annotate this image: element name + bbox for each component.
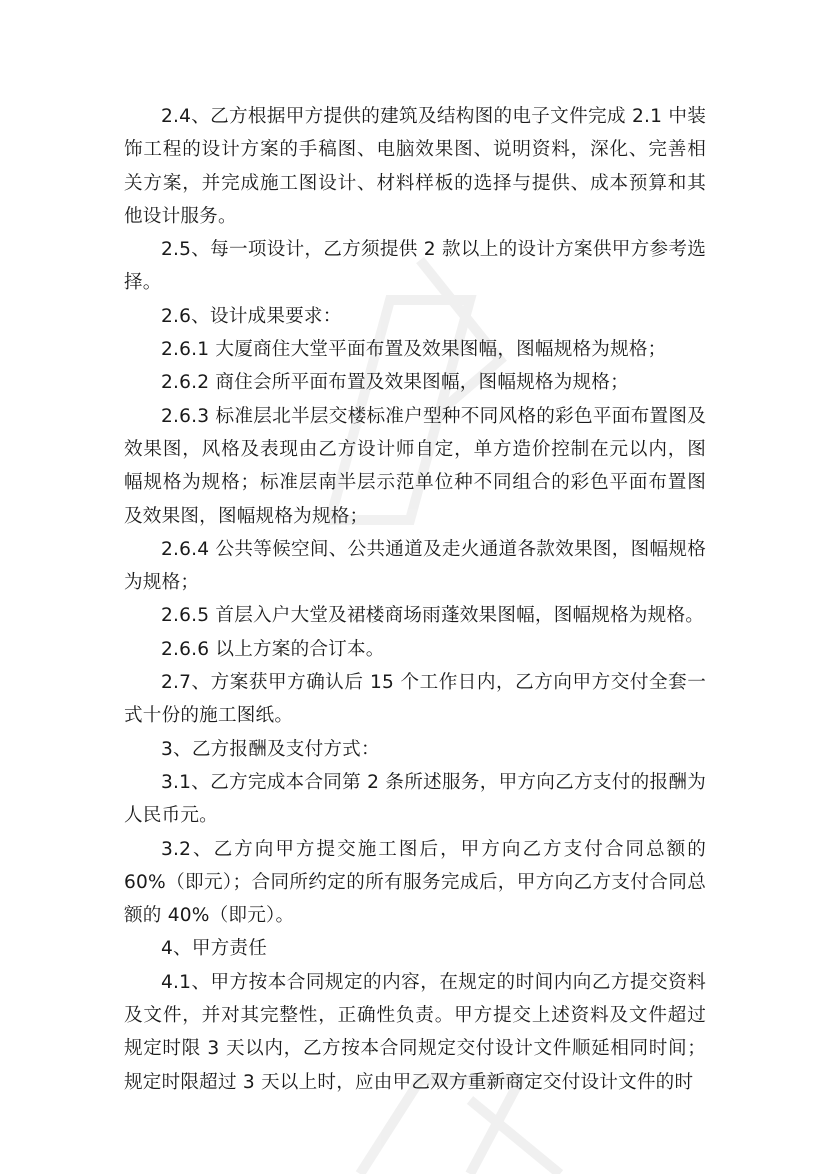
paragraph-2-6-2: 2.6.2 商住会所平面布置及效果图幅，图幅规格为规格； bbox=[161, 372, 629, 394]
paragraph-3-1: 3.1、乙方完成本合同第 2 条所述服务，甲方向乙方支付的报酬为人民币元。 bbox=[124, 771, 706, 827]
paragraph-4-1: 4.1、甲方按本合同规定的内容，在规定的时间内向乙方提交资料及文件，并对其完整性，正确性负责。甲方提交上述资料及文件超过规定时限 3 天以内，乙方按本合同规定交付设计文件顺延相同时间；规定时限超过 3 天以上时，应由甲乙双方重新商定交付设计文件的时 bbox=[124, 971, 706, 1093]
paragraph-2-5: 2.5、每一项设计，乙方须提供 2 款以上的设计方案供甲方参考选择。 bbox=[124, 239, 706, 294]
paragraph-2-6-4: 2.6.4 公共等候空间、公共通道及走火通道各款效果图，图幅规格为规格； bbox=[124, 538, 706, 594]
paragraph-4: 4、甲方责任 bbox=[161, 938, 267, 960]
paragraph-2-6-1: 2.6.1 大厦商住大堂平面布置及效果图幅，图幅规格为规格； bbox=[161, 339, 667, 361]
paragraph-2-6-3: 2.6.3 标准层北半层交楼标准户型种不同风格的彩色平面布置图及效果图，风格及表现由乙方设计师自定，单方造价控制在元以内，图幅规格为规格；标准层南半层示范单位种不同组合的彩色平面布置图及效果图，图幅规格为规格； bbox=[124, 405, 706, 527]
paragraph-2-6: 2.6、设计成果要求： bbox=[161, 305, 342, 327]
document-body bbox=[124, 100, 706, 1099]
paragraph-3-2: 3.2、乙方向甲方提交施工图后，甲方向乙方支付合同总额的 60%（即元）；合同所约定的所有服务完成后，甲方向乙方支付合同总额的 40%（即元）。 bbox=[124, 838, 706, 927]
paragraph-2-6-6: 2.6.6 以上方案的合订本。 bbox=[161, 638, 385, 660]
paragraph-2-4: 2.4、乙方根据甲方提供的建筑及结构图的电子文件完成 2.1 中装饰工程的设计方案的手稿图、电脑效果图、说明资料，深化、完善相关方案，并完成施工图设计、材料样板的选择与提供、成本预算和其他设计服务。 bbox=[124, 106, 706, 227]
paragraph-2-7: 2.7、方案获甲方确认后 15 个工作日内，乙方向甲方交付全套一式十份的施工图纸。 bbox=[124, 672, 706, 727]
paragraph-2-6-5: 2.6.5 首层入户大堂及裙楼商场雨蓬效果图幅，图幅规格为规格。 bbox=[161, 605, 705, 627]
paragraph-3: 3、乙方报酬及支付方式： bbox=[161, 738, 380, 760]
